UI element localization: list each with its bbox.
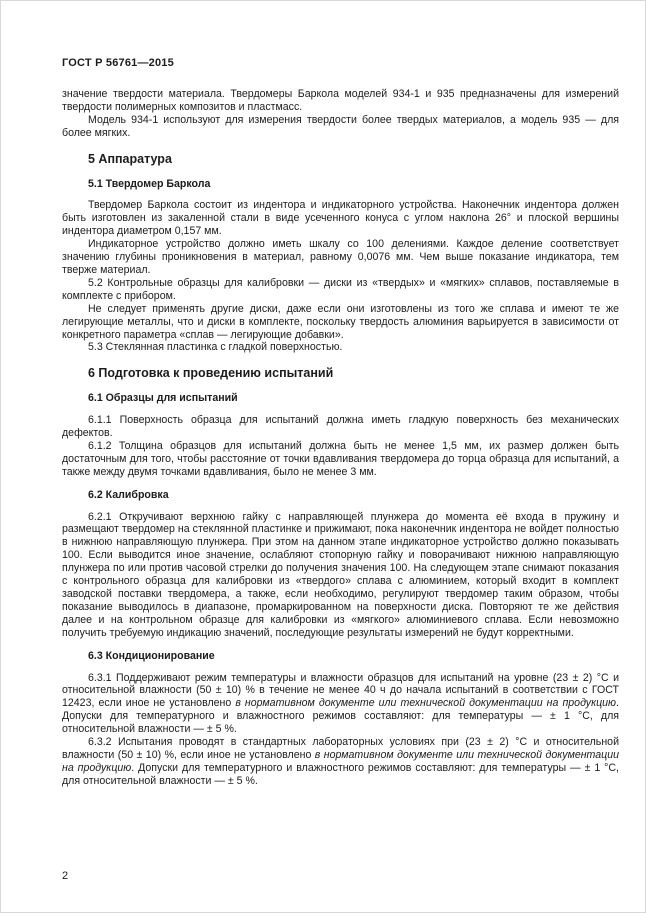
section-6-heading: 6 Подготовка к проведению испытаний — [88, 366, 334, 381]
section-6-1-heading: 6.1 Образцы для испытаний — [88, 392, 238, 405]
section-6-2-heading: 6.2 Калибровка — [88, 488, 169, 501]
paragraph-5-2-note: Не следует применять другие диски, даже если они изготовлены из того же сплава и имеют те же легирующие металлы, что и диски в комплекте, поскольку твердость алюминия варьируется в зависимости от конкретного параметра «сплав — легирующие добавки». — [62, 302, 619, 341]
italic-phrase: в нормативном документе или технической документации на продукцию — [62, 748, 619, 774]
paragraph-5-2: 5.2 Контрольные образцы для калибровки — диски из «твердых» и «мягких» сплавов, поставляемые в комплекте с прибором. — [62, 276, 619, 302]
text-segment: 6.3.1 Поддерживают режим температуры и влажности образцов для испытаний на уровне (23 ± 2) °С и относительной влажности (50 ± 10) % в течение не менее 40 ч до начала испытаний в соответствии с ГОСТ 12423, если иное не установлено — [62, 671, 619, 710]
section-5-1-heading: 5.1 Твердомер Баркола — [88, 177, 211, 190]
paragraph-6-2-1: 6.2.1 Откручивают верхнюю гайку с направляющей плунжера до момента её входа в пружину и размещают твердомер на стеклянной пластинке и прижимают, пока наконечник индентора не войдет полностью в нижнюю направляющую плунжера. При этом на данном этапе индикаторное устройство должно показывать 100. Если выводится иное значение, ослабляют стопорную гайку и поворачивают нижнюю направляющую плунжера по или против часовой стрелки до получения значения 100. На следующем этапе снимают показания с контрольного образца для калибровки из «твердого» сплава с алюминием, который входит в комплект заводской поставки твердомера, а также, если необходимо, регулируют твердомер таким образом, чтобы показание выводилось в диапазоне, промаркированном на поверхности диска. Повторяют те же действия далее и на контрольном образце для калибровки из «мягкого» алюминиевого сплава. Если невозможно получить требуемую индикацию значений, последующие результаты измерений не будут корректными. — [62, 510, 619, 639]
paragraph-6-3-2 — [62, 736, 619, 788]
paragraph-models: Модель 934-1 используют для измерения твердости более твердых материалов, а модель 935 — для более мягких. — [62, 113, 619, 139]
text-segment: . Допуски для температурного и влажностного режимов составляют: для температуры — ± 1 °С, для относительной влажности — ± 5 %. — [62, 697, 619, 736]
page-number: 2 — [62, 870, 69, 882]
paragraph-6-1-1: 6.1.1 Поверхность образца для испытаний должна иметь гладкую поверхность без механических дефектов. — [62, 414, 619, 440]
text-segment: . Допуски для температурного и влажностного режимов составляют: для температуры — ± 1 °С, для относительной влажности — ± 5 %. — [62, 761, 619, 787]
section-5-heading: 5 Аппаратура — [88, 151, 172, 166]
paragraph-5-3: 5.3 Стеклянная пластинка с гладкой поверхностью. — [88, 341, 343, 354]
document-code: ГОСТ Р 56761—2015 — [62, 57, 174, 69]
paragraph-5-1-indicator: Индикаторное устройство должно иметь шкалу со 100 делениями. Каждое деление соответствует значению глубины проникновения в материал, равному 0,0076 мм. Чем выше показание индикатора, тем тверже материал. — [62, 238, 619, 276]
text-segment: 6.3.2 Испытания проводят в стандартных лабораторных условиях при (23 ± 2) °С и относительной влажности (50 ± 10) %, если иное не установлено — [62, 736, 619, 761]
document-body — [62, 88, 619, 788]
section-6-3-heading: 6.3 Кондиционирование — [88, 649, 215, 662]
paragraph-continuation: значение твердости материала. Твердомеры Баркола моделей 934-1 и 935 предназначены для измерений твердости полимерных композитов и пластмасс. — [62, 88, 619, 113]
italic-phrase: в нормативном документе или технической документации на продукцию — [235, 697, 617, 710]
paragraph-6-3-1 — [62, 672, 619, 737]
paragraph-5-1-indenter: Твердомер Баркола состоит из индентора и индикаторного устройства. Наконечник индентора должен быть изготовлен из закаленной стали в виде усеченного конуса с углом наклона 26° и плоской вершины индентора диаметром 0,157 мм. — [62, 199, 619, 238]
paragraph-6-1-2: 6.1.2 Толщина образцов для испытаний должна быть не менее 1,5 мм, их размер должен быть достаточным для того, чтобы расстояние от точки вдавливания твердомера до торца образца для испытаний, а также между двумя точками вдавливания, было не менее 3 мм. — [62, 439, 619, 478]
